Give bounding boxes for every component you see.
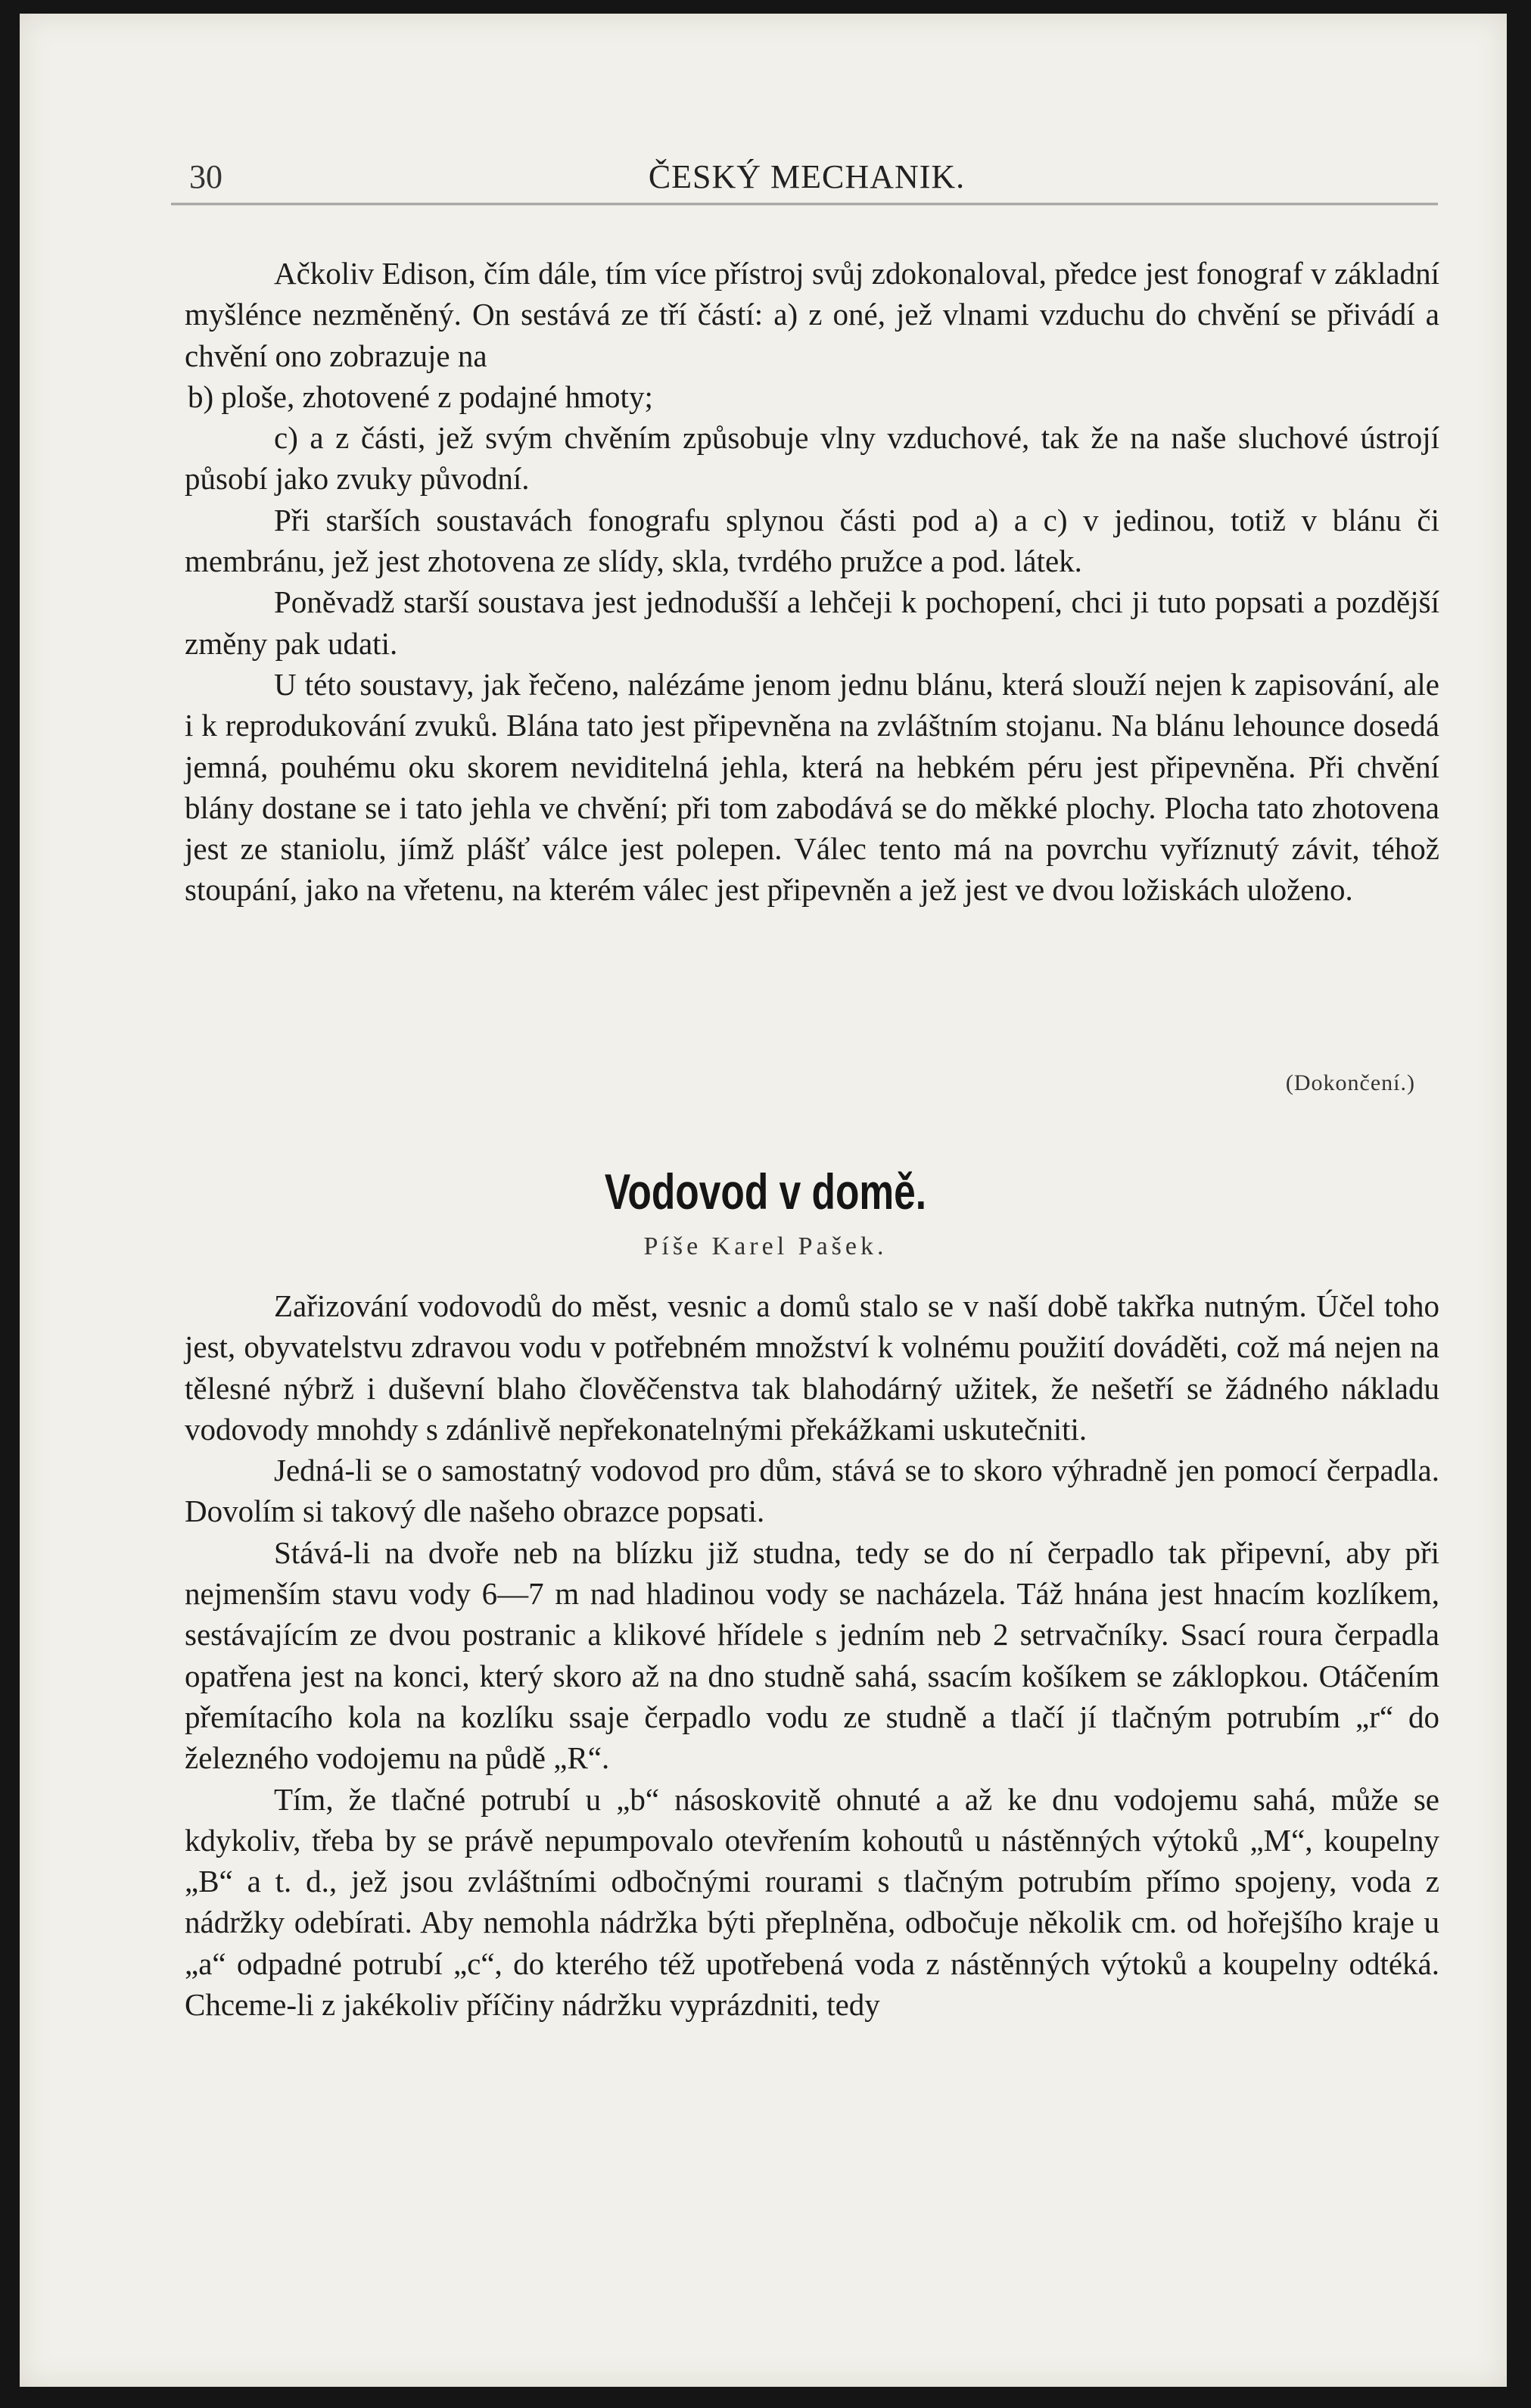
article-title: Vodovod v domě. xyxy=(604,1164,927,1220)
paragraph: U této soustavy, jak řečeno, nalézáme jenom jednu blánu, která slouží nejen k zapisování, ale i k reprodukování zvuků. Blána tato jest připevněna na zvláštním stojanu. Na blánu lehounce dosedá jemná, pouhému oku skorem neviditelná jehla, která na hebkém péru jest připevněna. Při chvění blány dostane se i tato jehla ve chvění; při tom zabodává se do měkké plochy. Plocha tato zhotovena jest ze staniolu, jímž plášť válce jest polepen. Válec tento má na povrchu vyříznutý závit, téhož stoupání, jako na vřetenu, na kterém válec jest připevněn a jež jest ve dvou ložiskách uloženo. xyxy=(185,666,1439,908)
paragraph-list-item-b: b) ploše, zhotovené z podajné hmoty; xyxy=(188,378,653,414)
paragraph-list-item-c: c) a z části, jež svým chvěním způsobuje vlny vzduchové, tak že na naše sluchové ústrojí působí jako zvuky původní. xyxy=(185,420,1439,497)
header-rule xyxy=(171,203,1438,205)
paragraph: Ačkoliv Edison, čím dále, tím více přístroj svůj zdokonaloval, předce jest fonograf v základní myšlénce nezměněný. On sestává ze tří částí: a) z oné, jež vlnami vzduchu do chvění se přivádí a chvění ono zobrazuje na xyxy=(185,256,1439,373)
paragraph: Poněvadž starší soustava jest jednodušší a lehčeji k pochopení, chci ji tuto popsati a pozdější změny pak udati. xyxy=(185,584,1439,661)
running-title: ČESKÝ MECHANIK. xyxy=(648,158,966,195)
section1-text xyxy=(185,253,1439,911)
paragraph: Stává-li na dvoře neb na blízku již studna, tedy se do ní čerpadlo tak připevní, aby při nejmenším stavu vody 6—7 m nad hladinou vody se nacházela. Táž hnána jest hnacím kozlíkem, sestávajícím ze dvou postranic a klikové hřídele s jedním neb 2 setrvačníky. Ssací roura čerpadla opatřena jest na konci, který skoro až na dno studně sahá, ssacím košíkem se záklopkou. Otáčením přemítacího kola na kozlíku ssaje čerpadlo vodu ze studně a tlačí jí tlačným potrubím „r“ do železného vodojemu na půdě „R“. xyxy=(185,1534,1439,1776)
paragraph: Zařizování vodovodů do měst, vesnic a domů stalo se v naší době takřka nutným. Účel toho jest, obyvatelstvu zdravou vodu v potřebném množství k volnému použití dováděti, což má nejen na tělesné nýbrž i duševní blaho člověčenstva tak blahodárný užitek, že nešetří se žádného nákladu vodovody mnohdy s zdánlivě nepřekonatelnými překážkami uskutečniti. xyxy=(185,1288,1439,1447)
continuation-note: (Dokončení.) xyxy=(1285,1070,1415,1095)
paragraph: Tím, že tlačné potrubí u „b“ násoskovitě ohnuté a až ke dnu vodojemu sahá, může se kdykoliv, třeba by se právě nepumpovalo otevřením kohoutů u nástěnných výtoků „M“, koupelny „B“ a t. d., jež jsou zvláštními odbočnými rourami s tlačným potrubím přímo spojeny, voda z nádržky odebírati. Aby nemohla nádržka býti přeplněna, odbočuje několik cm. od hořejšího kraje u „a“ odpadné potrubí „c“, do kterého též upotřebená voda z nástěnných výtoků a koupelny odtéká. Chceme-li z jakékoliv příčiny nádržku vyprázdniti, tedy xyxy=(185,1781,1439,2023)
article-byline: Píše Karel Pašek. xyxy=(643,1232,888,1260)
paragraph: Jedná-li se o samostatný vodovod pro dům, stává se to skoro výhradně jen pomocí čerpadla. Dovolím si takový dle našeho obrazce popsati. xyxy=(185,1453,1439,1529)
paragraph: Při starších soustavách fonografu splynou části pod a) a c) v jedinou, totiž v blánu či membránu, jež jest zhotovena ze slídy, skla, tvrdého pružce a pod. látek. xyxy=(185,502,1439,579)
section2-text xyxy=(185,1285,1439,2025)
page-header xyxy=(171,157,1442,200)
page-number: 30 xyxy=(189,158,222,195)
